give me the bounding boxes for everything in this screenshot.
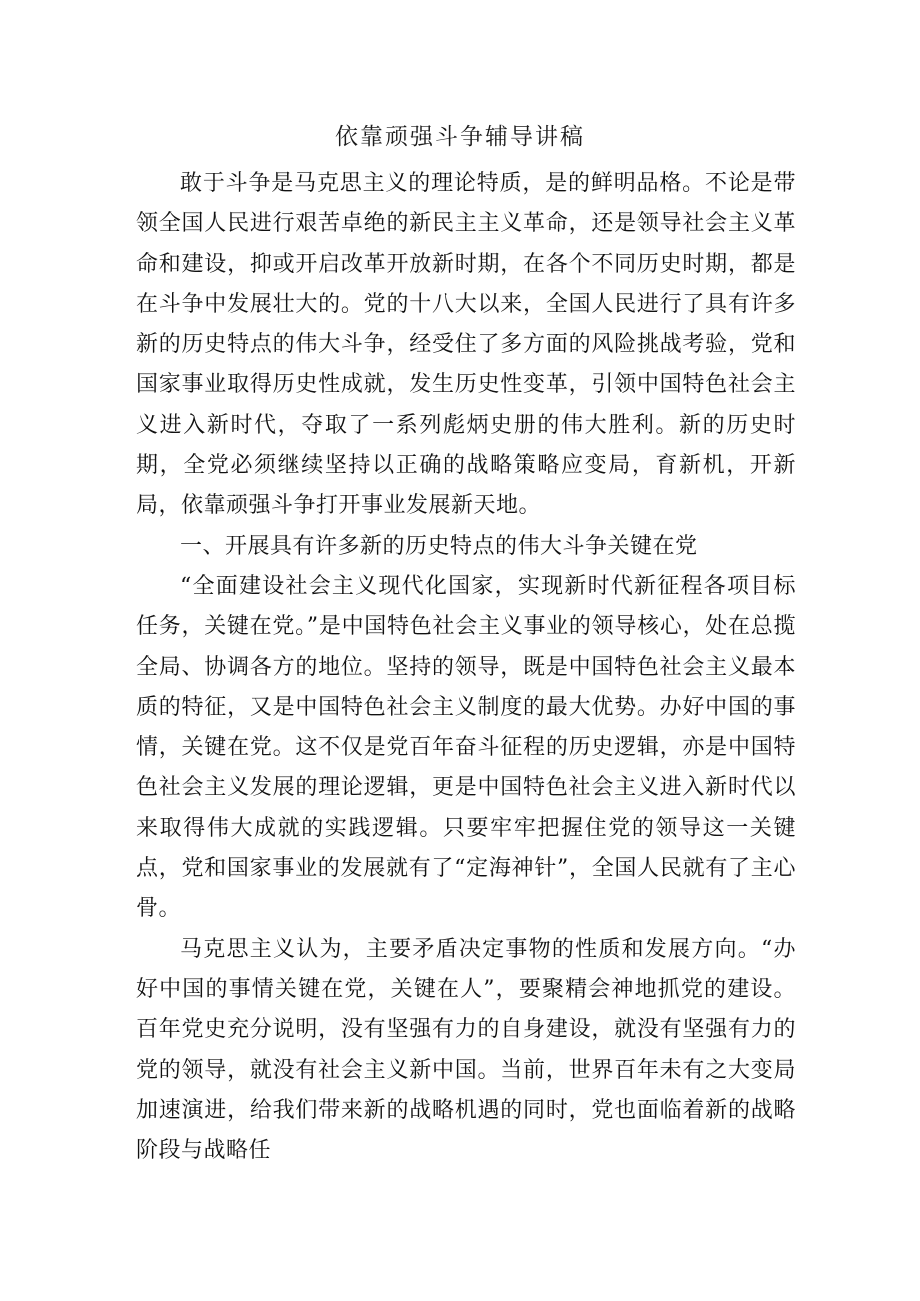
- section-heading: 一、开展具有许多新的历史特点的伟大斗争关键在党: [180, 533, 698, 559]
- document-title: 依靠顽强斗争辅导讲稿: [335, 124, 585, 150]
- document-body: [136, 164, 796, 1171]
- section-paragraph-2: 马克思主义认为，主要矛盾决定事物的性质和发展方向。“办好中国的事情关键在党，关键在人”，要聚精会神地抓党的建设。百年党史充分说明，没有坚强有力的自身建设，就没有坚强有力的党的领导，就没有社会主义新中国。当前，世界百年未有之大变局加速演进，给我们带来新的战略机遇的同时，党也面临着新的战略阶段与战略任: [136, 936, 796, 1164]
- section-paragraph-1: “全面建设社会主义现代化国家，实现新时代新征程各项目标任务，关键在党。”是中国特色社会主义事业的领导核心，处在总揽全局、协调各方的地位。坚持的领导，既是中国特色社会主义最本质的特征，又是中国特色社会主义制度的最大优势。办好中国的事情，关键在党。这不仅是党百年奋斗征程的历史逻辑，亦是中国特色社会主义发展的理论逻辑，更是中国特色社会主义进入新时代以来取得伟大成就的实践逻辑。只要牢牢把握住党的领导这一关键点，党和国家事业的发展就有了“定海神针”，全国人民就有了主心骨。: [136, 573, 796, 922]
- intro-paragraph: 敢于斗争是马克思主义的理论特质，是的鲜明品格。不论是带领全国人民进行艰苦卓绝的新民主主义革命，还是领导社会主义革命和建设，抑或开启改革开放新时期，在各个不同历史时期，都是在斗争中发展壮大的。党的十八大以来，全国人民进行了具有许多新的历史特点的伟大斗争，经受住了多方面的风险挑战考验，党和国家事业取得历史性成就，发生历史性变革，引领中国特色社会主义进入新时代，夺取了一系列彪炳史册的伟大胜利。新的历史时期，全党必须继续坚持以正确的战略策略应变局，育新机，开新局，依靠顽强斗争打开事业发展新天地。: [136, 171, 796, 519]
